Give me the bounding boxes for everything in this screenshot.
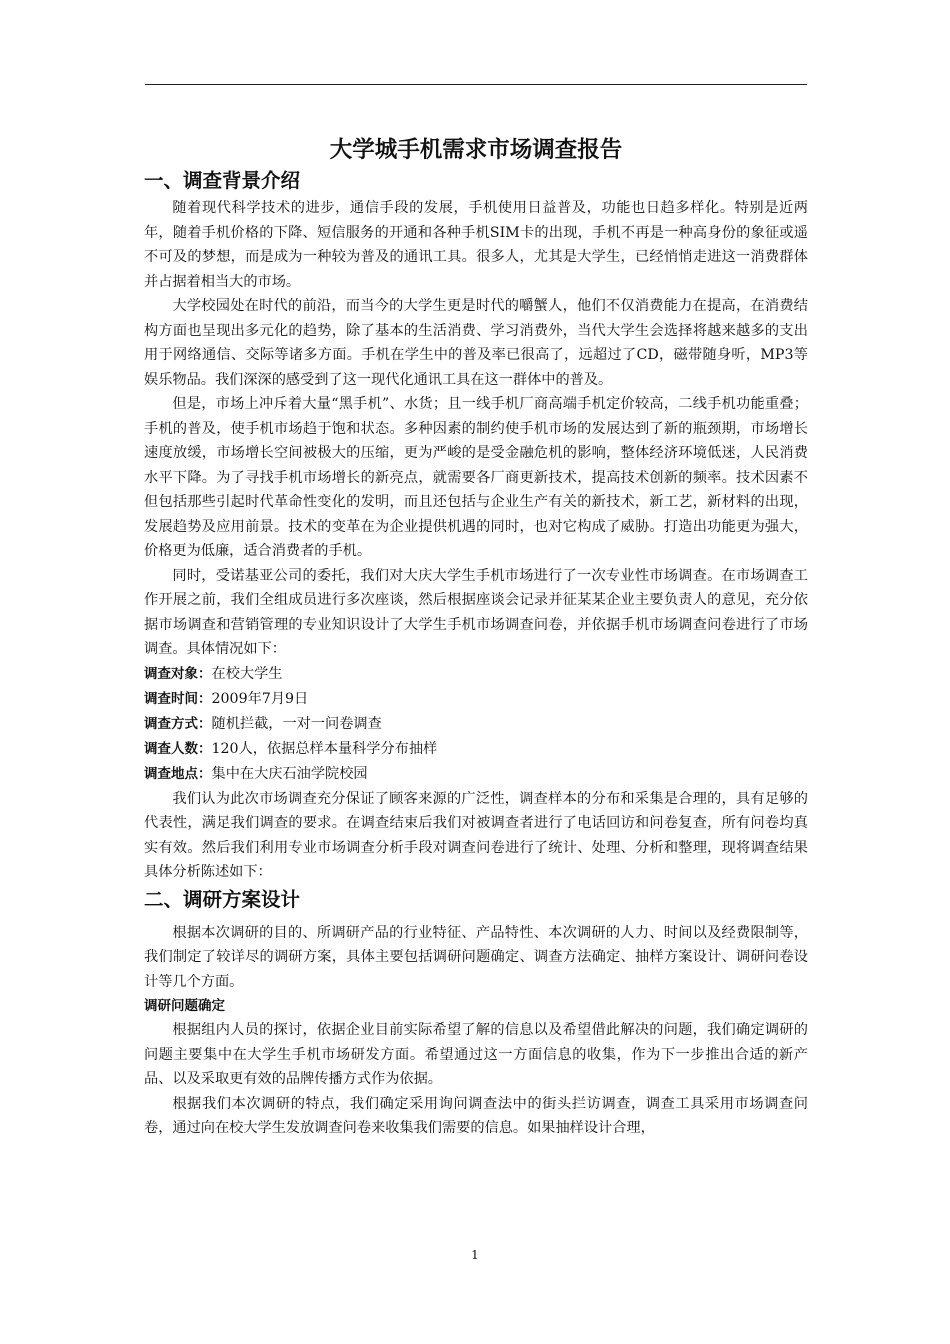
- field-value: 120人，依据总样本量科学分布抽样: [211, 740, 438, 757]
- paragraph: 根据组内人员的探讨，依据企业目前实际希望了解的信息以及希望借此解决的问题，我们确定调研的问题主要集中在大学生手机市场研发方面。希望通过这一方面信息的收集，作为下一步推出合适的新产品、以及采取更有效的品牌传播方式作为依据。: [144, 1022, 808, 1087]
- header-rule: [145, 84, 807, 85]
- survey-field-subject: 调查对象：在校大学生: [144, 665, 283, 682]
- section-heading-background: 一、调查背景介绍: [144, 169, 301, 192]
- field-value: 集中在大庆石油学院校园: [211, 765, 368, 782]
- survey-field-location: 调查地点：集中在大庆石油学院校园: [144, 765, 368, 782]
- field-key: 调查人数: [144, 740, 198, 757]
- survey-field-time: 调查时间：2009年7月9日: [144, 690, 309, 707]
- field-value: 在校大学生: [211, 665, 283, 682]
- page-number: 1: [471, 1248, 479, 1262]
- survey-field-count: 调查人数：120人，依据总样本量科学分布抽样: [144, 740, 438, 757]
- field-key: 调查方式: [144, 715, 198, 732]
- paragraph: 我们认为此次市场调查充分保证了顾客来源的广泛性，调查样本的分布和采集是合理的，具有足够的代表性，满足我们调查的要求。在调查结束后我们对被调查者进行了电话回访和问卷复查，所有问卷均真实有效。然后我们利用专业市场调查分析手段对调查问卷进行了统计、处理、分析和整理，现将调查结果具体分析陈述如下：: [144, 790, 808, 880]
- paragraph: 随着现代科学技术的进步，通信手段的发展，手机使用日益普及，功能也日趋多样化。特别是近两年，随着手机价格的下降、短信服务的开通和各种手机SIM卡的出现，手机不再是一种高身份的象征或遥不可及的梦想，而是成为一种较为普及的通讯工具。很多人，尤其是大学生，已经悄悄走进这一消费群体并占据着相当大的市场。: [144, 200, 808, 290]
- subsection-heading: 调研问题确定: [144, 998, 225, 1014]
- field-value: 2009年7月9日: [211, 690, 309, 707]
- paragraph: 同时，受诺基亚公司的委托，我们对大庆大学生手机市场进行了一次专业性市场调查。在市场调查工作开展之前，我们全组成员进行多次座谈，然后根据座谈会记录并征某某企业主要负责人的意见，充分依据市场调查和营销管理的专业知识设计了大学生手机市场调查问卷，并依据手机市场调查问卷进行了市场调查。具体情况如下：: [144, 567, 808, 657]
- field-key: 调查时间: [144, 690, 198, 707]
- paragraph: 根据我们本次调研的特点，我们确定采用询问调查法中的街头拦访调查，调查工具采用市场调查问卷，通过向在校大学生发放调查问卷来收集我们需要的信息。如果抽样设计合理，: [144, 1095, 808, 1136]
- document-title: 大学城手机需求市场调查报告: [329, 137, 623, 163]
- paragraph: 但是，市场上冲斥着大量“黑手机”、水货；且一线手机厂商高端手机定价较高，二线手机功能重叠；手机的普及，使手机市场趋于饱和状态。多种因素的制约使手机市场的发展达到了新的瓶颈期，市场增长速度放缓，市场增长空间被极大的压缩，更为严峻的是受金融危机的影响，整体经济环境低迷，人民消费水平下降。为了寻找手机市场增长的新亮点，就需要各厂商更新技术，提高技术创新的频率。技术因素不但包括那些引起时代革命性变化的发明，而且还包括与企业生产有关的新技术，新工艺，新材料的出现，发展趋势及应用前景。技术的变革在为企业提供机遇的同时，也对它构成了威胁。打造出功能更为强大，价格更为低廉，适合消费者的手机。: [144, 396, 808, 559]
- field-key: 调查对象: [144, 665, 198, 682]
- survey-field-method: 调查方式：随机拦截，一对一问卷调查: [144, 715, 382, 732]
- field-key: 调查地点: [144, 765, 198, 782]
- field-value: 随机拦截，一对一问卷调查: [211, 715, 382, 732]
- section-heading-design: 二、调研方案设计: [144, 887, 301, 911]
- paragraph: 根据本次调研的目的、所调研产品的行业特征、产品特性、本次调研的人力、时间以及经费限制等，我们制定了较详尽的调研方案，具体主要包括调研问题确定、调查方法确定、抽样方案设计、调研问卷设计等几个方面。: [144, 924, 808, 990]
- document-body: [144, 134, 808, 1141]
- paragraph: 大学校园处在时代的前沿，而当今的大学生更是时代的嚼蟹人，他们不仅消费能力在提高，在消费结构方面也呈现出多元化的趋势，除了基本的生活消费、学习消费外，当代大学生会选择将越来越多的支出用于网络通信、交际等诸多方面。手机在学生中的普及率已很高了，远超过了CD，磁带随身听，MP3等娱乐物品。我们深深的感受到了这一现代化通讯工具在这一群体中的普及。: [144, 298, 808, 388]
